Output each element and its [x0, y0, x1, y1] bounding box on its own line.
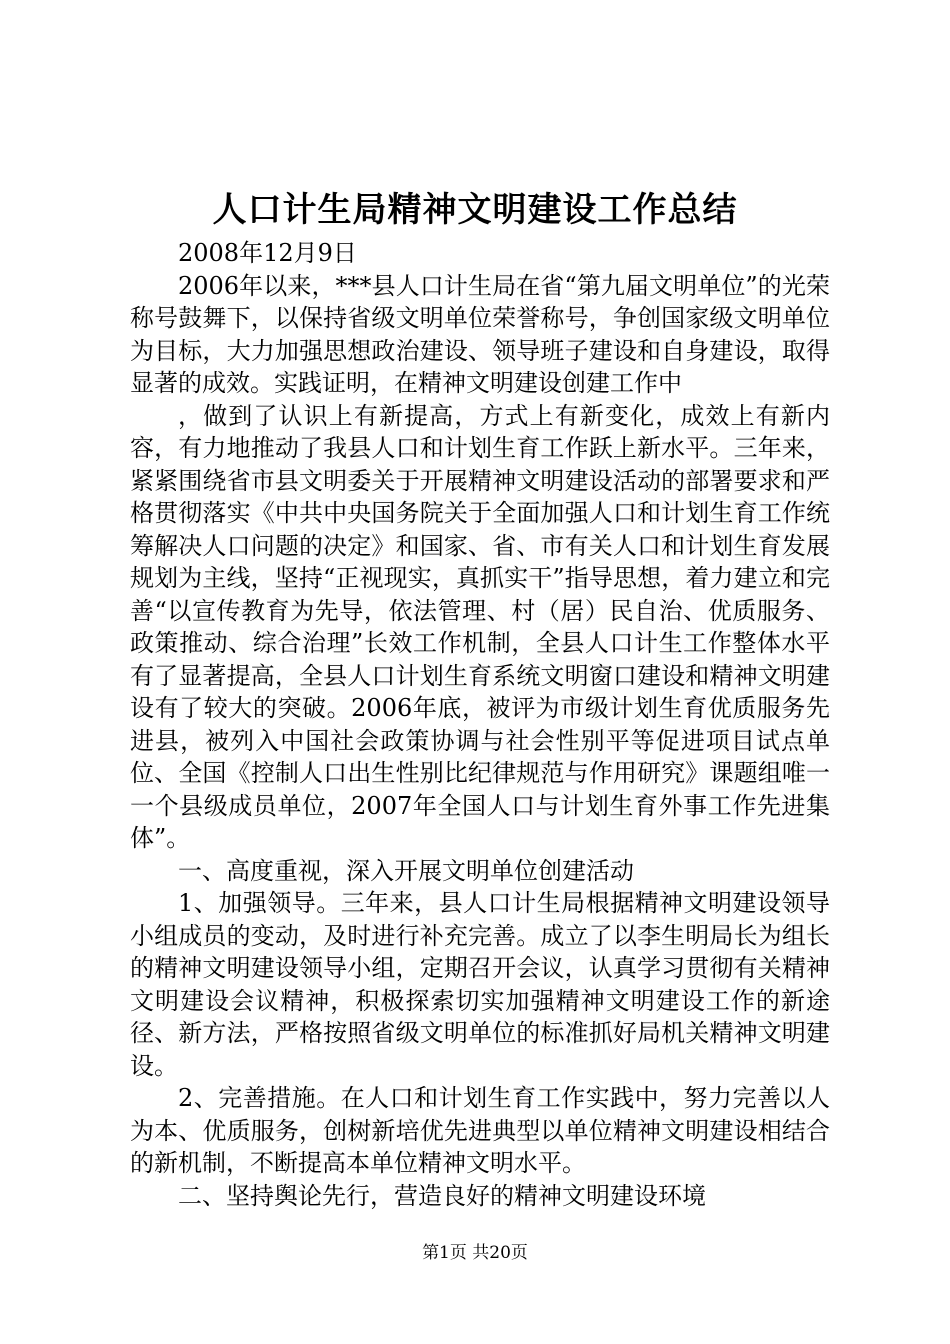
section-heading: 一、高度重视，深入开展文明单位创建活动	[178, 856, 634, 885]
body-paragraph: 2、完善措施。在人口和计划生育工作实践中，努力完善以人为本、优质服务，创树新培优先进典型以单位精神文明建设相结合的新机制，不断提高本单位精神文明水平。	[130, 1084, 830, 1177]
document-title: 人口计生局精神文明建设工作总结	[212, 190, 738, 230]
page-footer: 第1页 共20页	[422, 1243, 528, 1263]
body-paragraph: 1、加强领导。三年来，县人口计生局根据精神文明建设领导小组成员的变动，及时进行补充完善。成立了以李生明局长为组长的精神文明建设领导小组，定期召开会议，认真学习贯彻有关精神文明建设会议精神，积极探索切实加强精神文明建设工作的新途径、新方法，严格按照省级文明单位的标准抓好局机关精神文明建设。	[130, 889, 830, 1080]
body-paragraph: 2006年以来，***县人口计生局在省“第九届文明单位”的光荣称号鼓舞下，以保持省级文明单位荣誉称号，争创国家级文明单位为目标，大力加强思想政治建设、领导班子建设和自身建设，取得显著的成效。实践证明，在精神文明建设创建工作中	[130, 271, 830, 397]
document-date: 2008年12月9日	[178, 239, 357, 267]
body-paragraph: ，做到了认识上有新提高，方式上有新变化，成效上有新内容，有力地推动了我县人口和计划生育工作跃上新水平。三年来，紧紧围绕省市县文明委关于开展精神文明建设活动的部署要求和严格贯彻落实《中共中央国务院关于全面加强人口和计划生育工作统筹解决人口问题的决定》和国家、省、市有关人口和计划生育发展规划为主线，坚持“正视现实，真抓实干”指导思想，着力建立和完善“以宣传教育为先导，依法管理、村（居）民自治、优质服务、政策推动、综合治理”长效工作机制，全县人口计生工作整体水平有了显著提高，全县人口计划生育系统文明窗口建设和精神文明建设有了较大的突破。2006年底，被评为市级计划生育优质服务先进县，被列入中国社会政策协调与社会性别平等促进项目试点单位、全国《控制人口出生性别比纪律规范与作用研究》课题组唯一一个县级成员单位，2007年全国人口与计划生育外事工作先进集体”。	[130, 401, 830, 852]
section-heading: 二、坚持舆论先行，营造良好的精神文明建设环境	[178, 1181, 706, 1210]
document-body	[130, 237, 830, 1212]
